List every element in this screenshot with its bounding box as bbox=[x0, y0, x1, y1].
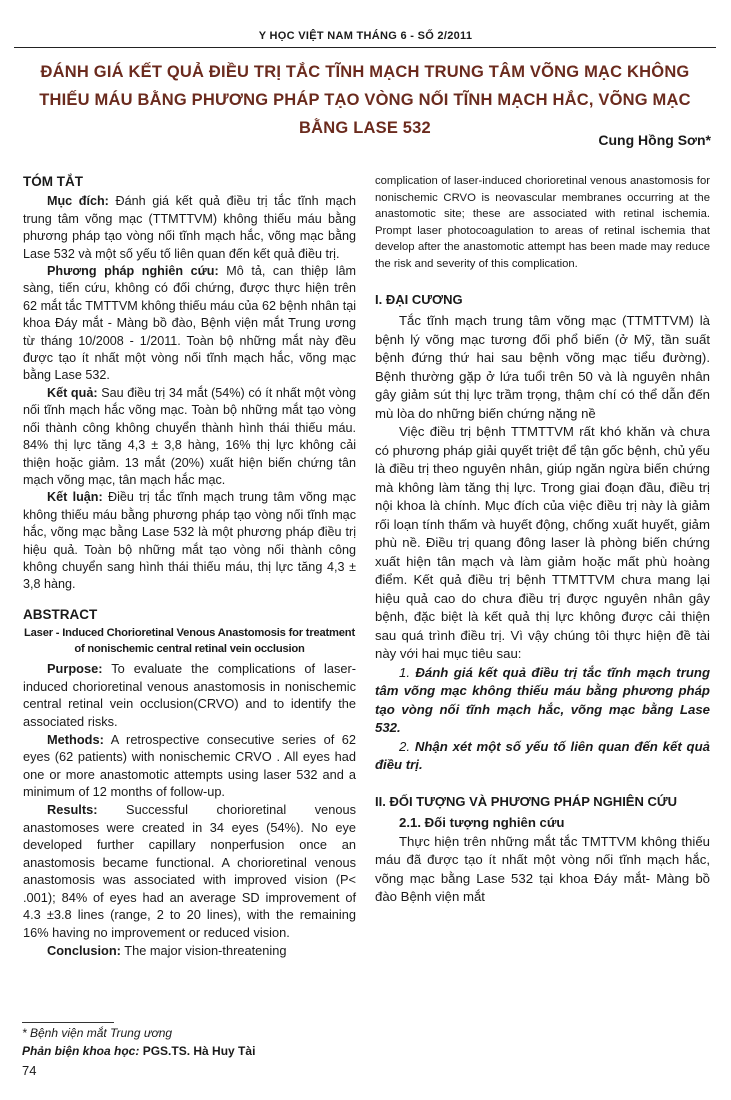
summary-methods-text: Mô tả, can thiệp lâm sàng, tiến cứu, không có đối chứng, được thực hiện trên 62 mắt tắc TMTTVM không thiếu máu của 62 bệnh nhân tại khoa Đáy mắt - Màng bồ đào, Bệnh viện mắt Trung ương từ tháng 10/2008 - 1/2011. Toàn bộ những mắt này đều được tạo ít nhất một vòng nối tĩnh mạch hắc, võng mạc bằng Lase 532. bbox=[23, 264, 357, 383]
running-header: Y HỌC VIỆT NAM THÁNG 6 - SỐ 2/2011 bbox=[258, 30, 473, 42]
objective-1-text: Đánh giá kết quả điều trị tắc tĩnh mạch trung tâm võng mạc không thiếu máu bằng phương pháp tạo vòng nối tĩnh mạch hắc, võng mạc bằng Lase 532. bbox=[375, 664, 710, 736]
abstract-purpose-text: To evaluate the complications of laser-induced chorioretinal venous anastomosis in nonischemic central retinal vein occlusion(CRVO) and to identify the associated risks. bbox=[23, 661, 356, 729]
summary-results-label: Kết quả: bbox=[47, 385, 98, 400]
footnote-reviewer bbox=[22, 1043, 255, 1059]
summary-purpose-text: Đánh giá kết quả điều trị tắc tĩnh mạch trung tâm võng mạc (TTMTTVM) không thiếu máu bằng phương pháp tạo vòng nối tĩnh mạch hắc, võng mạc bằng Lase 532 và một số yếu tố liên quan đến kết quả điều trị. bbox=[23, 194, 356, 261]
abstract-conclusion-label: Conclusion: bbox=[47, 942, 121, 958]
subsection-2-1-heading: 2.1. Đối tượng nghiên cứu bbox=[399, 815, 565, 831]
subsection-2-1-text: Thực hiện trên những mắt tắc TMTTVM không thiếu máu đã được tạo ít nhất một vòng nối tĩnh mạch hắc, võng mạc bằng Lase 532 tại khoa Đáy mắt- Màng bồ đào Bệnh viện mắt bbox=[375, 833, 710, 905]
abstract-purpose bbox=[23, 660, 356, 730]
abstract-methods-text: A retrospective consecutive series of 62 eyes (62 patients) with nonischemic CRVO . All eyes had one or more anastomotic attempts using laser 532 and a minimum of 12 months of follow-up. bbox=[23, 731, 357, 800]
summary-methods-label: Phương pháp nghiên cứu: bbox=[47, 264, 219, 279]
abstract-results-text: Successful chorioretinal venous anastomoses were created in 34 eyes (54%). No eye developed further capillary nonperfusion once an anastomosis became functional. A chorioretinal venous anastomosis was associated with improved vision (P< .001); 84% of eyes had an average SD improvement of 4.3 ±3.8 lines (range, 2 to 20 lines), with the remaining 16% having no improvement or reduced vision. bbox=[23, 801, 356, 941]
section1-para2: Việc điều trị bệnh TTMTTVM rất khó khăn và chưa có phương pháp giải quyết triệt để tận gốc bệnh, chủ yếu là điều trị theo nguyên nhân, giúp ngăn ngừa biến chứng mà không làm tăng thị lực. Trong giai đoạn đầu, điều trị nội khoa là chính. Mục đích của việc điều trị này là giảm rối loạn tính thấm và huyết động, chống xuất huyết, giảm phù nề. Điều trị quang đông laser là phòng biến chứng xuất hiện tân mạch và làm giảm hoặc mất phù hoàng điểm. Kết quả điều trị bệnh TTMTTVM chưa mang lại hiệu quả cao do chưa điều trị được nguyên nhân gây bệnh, đặc biệt là kết quả thị lực không được cải thiện sau quá trình điều trị. Vì vậy chúng tôi thực hiện đề tài này với hai mục tiêu sau: bbox=[375, 424, 710, 662]
abstract-results bbox=[23, 801, 356, 942]
footnote-rule bbox=[22, 1022, 114, 1023]
abstract-purpose-label: Purpose: bbox=[47, 661, 103, 677]
summary-purpose-label: Mục đích: bbox=[47, 194, 109, 209]
objective-2 bbox=[375, 738, 710, 775]
right-column bbox=[375, 173, 710, 907]
section1-para1: Tắc tĩnh mạch trung tâm võng mạc (TTMTTVM) là bệnh lý võng mạc tương đối phổ biến (ở Mỹ, tần suất bệnh đứng thứ hai sau bệnh võng mạc tiểu đường). Bệnh thường gặp ở lứa tuổi trên 50 và là nguyên nhân gây giảm sút thị lực trầm trọng, thậm chí có thể dẫn đến mù lòa do những biến chứng nặng nề bbox=[375, 313, 710, 421]
abstract-methods-label: Methods: bbox=[47, 731, 104, 747]
section1-heading: I. ĐẠI CƯƠNG bbox=[375, 291, 463, 307]
page-number: 74 bbox=[22, 1063, 37, 1078]
summary-conclusion-label: Kết luận: bbox=[47, 490, 103, 505]
summary-results-text: Sau điều trị 34 mắt (54%) có ít nhất một vòng nối tĩnh mạch hắc võng mạc. Toàn bộ những mắt tạo vòng nối thành công không chuyển thành hình thái thiếu máu. 84% thị lực tăng 4,3 ± 3,8 hàng, 16% thị lực không cải thiện hoặc giảm. 13 mắt (20%) xuất hiện biến chứng tân mạch võng mạc, tân mạch hắc mạc. bbox=[23, 385, 357, 487]
section2-heading: II. ĐỐI TƯỢNG VÀ PHƯƠNG PHÁP NGHIÊN CỨU bbox=[375, 793, 678, 809]
reviewer-name: PGS.TS. Hà Huy Tài bbox=[142, 1044, 256, 1058]
summary-conclusion-text: Điều trị tắc tĩnh mạch trung tâm võng mạc không thiếu máu bằng phương pháp tạo vòng nối tĩnh mạc hắc, võng mạc bằng Lase 532 là một phương pháp điều trị hiệu quả. Toàn bộ những mắt tạo vòng nối thành công không chuyển sang hình thái thiếu máu, thị lực tăng 4,3 ± 3,8 hàng. bbox=[23, 490, 357, 592]
abstract-heading: ABSTRACT bbox=[23, 606, 98, 622]
summary-methods bbox=[23, 263, 356, 385]
header-rule bbox=[14, 47, 716, 48]
summary-conclusion bbox=[23, 489, 356, 593]
abstract-conclusion-cont: complication of laser-induced chorioretinal venous anastomosis for nonischemic CRVO is neovascular membranes occurring at the anastomotic site; these are associated with retinal ischemia. Prompt laser photocoagulation to areas of retinal ischemia that develop after the anastomotic attempt has been made may reduce the risk and severity of this complication. bbox=[375, 175, 710, 270]
summary-purpose bbox=[23, 193, 356, 263]
footnote-affiliation: * Bệnh viện mắt Trung ương bbox=[22, 1026, 173, 1040]
abstract-conclusion bbox=[23, 942, 356, 960]
abstract-conclusion-text: The major vision-threatening bbox=[124, 942, 287, 958]
objective-1 bbox=[375, 664, 710, 738]
abstract-methods bbox=[23, 731, 356, 801]
reviewer-label: Phản biện khoa học: bbox=[22, 1044, 140, 1058]
objective-1-number: 1. bbox=[399, 664, 410, 680]
summary-heading: TÓM TẮT bbox=[23, 174, 83, 189]
abstract-subtitle: Laser - Induced Chorioretinal Venous Anastomosis for treatment of nonischemic central retinal vein occlusion bbox=[24, 627, 355, 655]
article-title: ĐÁNH GIÁ KẾT QUẢ ĐIỀU TRỊ TẮC TĨNH MẠCH TRUNG TÂM VÕNG MẠC KHÔNG THIẾU MÁU BẰNG PHƯƠNG PHÁP TẠO VÒNG NỐI TĨNH MẠCH HẮC, VÕNG MẠC BẰNG LASE 532 bbox=[39, 63, 691, 137]
objective-2-number: 2. bbox=[399, 738, 410, 754]
objective-2-text: Nhận xét một số yếu tố liên quan đến kết quả điều trị. bbox=[375, 738, 710, 773]
author-name: Cung Hồng Sơn* bbox=[598, 132, 711, 148]
left-column bbox=[23, 173, 356, 959]
abstract-results-label: Results: bbox=[47, 801, 98, 817]
summary-results bbox=[23, 385, 356, 489]
